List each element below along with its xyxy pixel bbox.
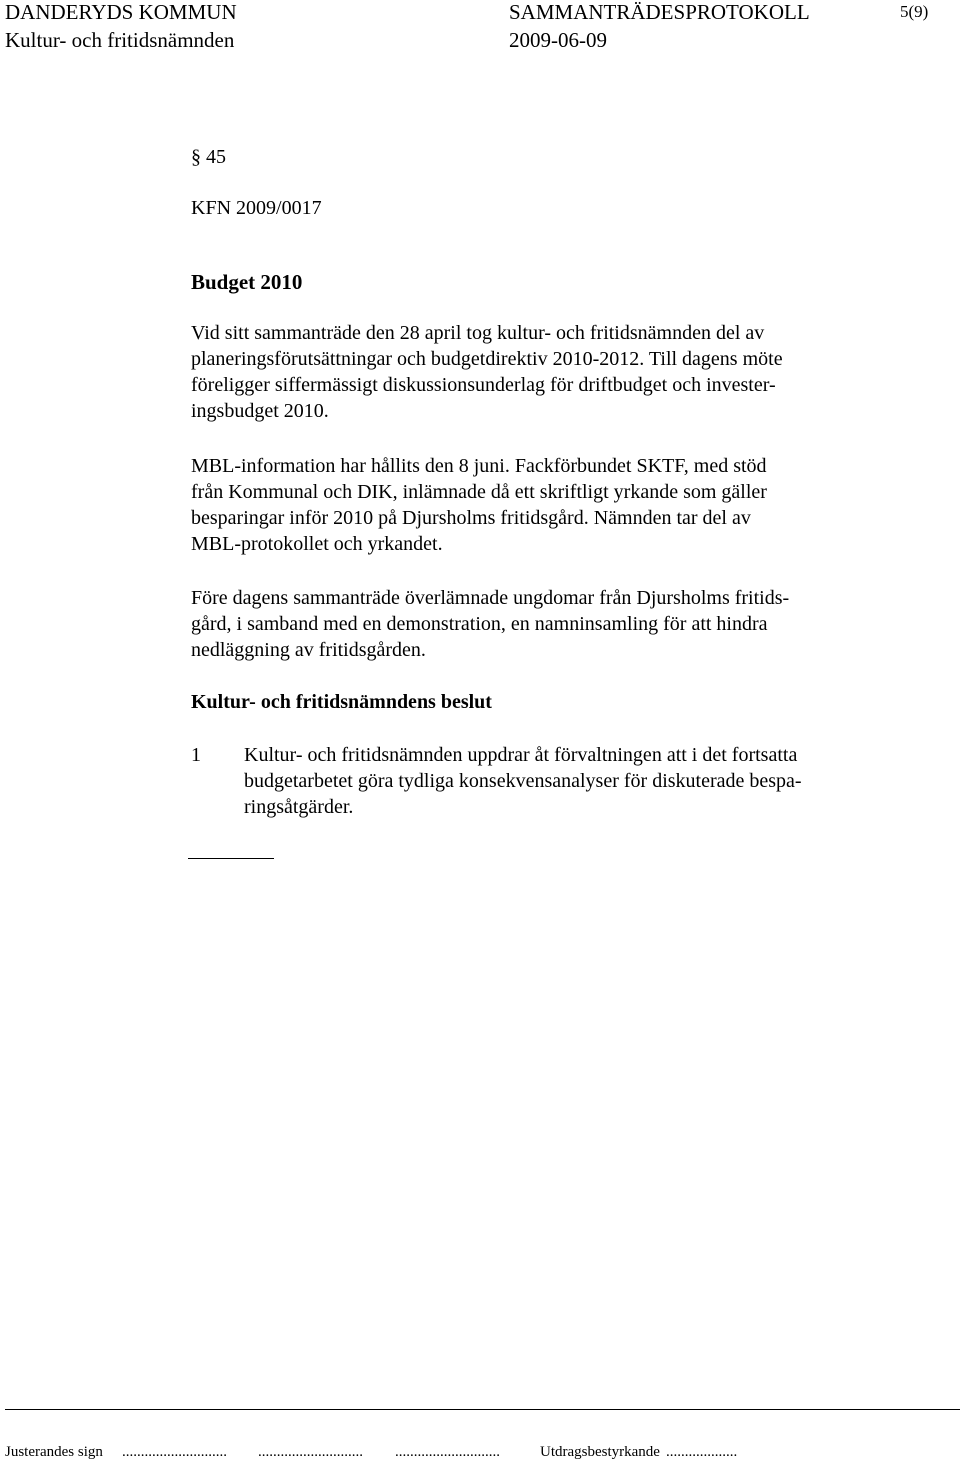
extract-certification-label: Utdragsbestyrkande: [540, 1444, 660, 1460]
paragraph-line: Vid sitt sammanträde den 28 april tog kultur- och fritidsnämnden del av: [191, 322, 765, 344]
decision-line: ringsåtgärder.: [244, 796, 354, 818]
case-number: KFN 2009/0017: [191, 197, 322, 219]
decision-line: budgetarbetet göra tydliga konsekvensanalyser för diskuterade bespa-: [244, 770, 802, 792]
signature-dots: ............................: [258, 1444, 363, 1460]
signature-dots: ............................: [122, 1444, 227, 1460]
committee-name: Kultur- och fritidsnämnden: [5, 28, 235, 52]
meeting-date: 2009-06-09: [509, 28, 607, 52]
paragraph-number: § 45: [191, 146, 226, 168]
paragraph-line: från Kommunal och DIK, inlämnade då ett skriftligt yrkande som gäller: [191, 481, 767, 503]
extract-dots: ...................: [666, 1444, 738, 1460]
decision-number: 1: [191, 744, 201, 766]
decision-heading: Kultur- och fritidsnämndens beslut: [191, 691, 492, 713]
paragraph-line: MBL-information har hållits den 8 juni. Fackförbundet SKTF, med stöd: [191, 455, 767, 477]
adjuster-sign-label: Justerandes sign: [5, 1444, 103, 1460]
paragraph-line: besparingar inför 2010 på Djursholms fritidsgård. Nämnden tar del av: [191, 507, 751, 529]
paragraph-line: planeringsförutsättningar och budgetdirektiv 2010-2012. Till dagens möte: [191, 348, 783, 370]
decision-line: Kultur- och fritidsnämnden uppdrar åt förvaltningen att i det fortsatta: [244, 744, 798, 766]
municipality-name: DANDERYDS KOMMUN: [5, 0, 237, 24]
footer-rule: [5, 1409, 960, 1410]
paragraph-line: föreligger siffermässigt diskussionsunderlag för driftbudget och invester-: [191, 374, 776, 396]
paragraph-line: nedläggning av fritidsgården.: [191, 639, 426, 661]
signature-dots: ............................: [395, 1444, 500, 1460]
paragraph-line: MBL-protokollet och yrkandet.: [191, 533, 443, 555]
paragraph-line: Före dagens sammanträde överlämnade ungdomar från Djursholms fritids-: [191, 587, 790, 609]
page-number: 5(9): [900, 2, 929, 21]
paragraph-line: ingsbudget 2010.: [191, 400, 329, 422]
section-end-rule: [188, 858, 274, 859]
paragraph-line: gård, i samband med en demonstration, en namninsamling för att hindra: [191, 613, 768, 635]
section-title: Budget 2010: [191, 270, 303, 294]
document-type: SAMMANTRÄDESPROTOKOLL: [509, 0, 810, 24]
